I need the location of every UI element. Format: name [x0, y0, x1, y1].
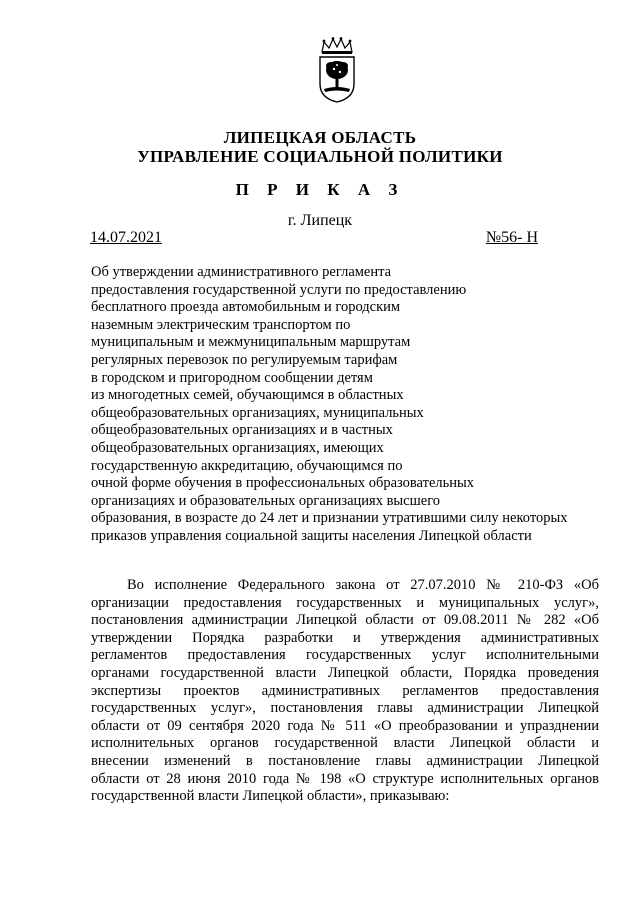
body-line: утверждении Порядка разработки и утверждения административных [91, 629, 599, 646]
subject-line: наземным электрическим транспортом по [91, 316, 351, 333]
subject-line: образования, в возрасте до 24 лет и признании утратившими силу некоторых [91, 510, 568, 527]
body-line: внесении изменений в постановление главы администрации Липецкой [91, 752, 599, 769]
organization-region: ЛИПЕЦКАЯ ОБЛАСТЬ [223, 128, 417, 147]
subject-line: организациях и образовательных организациях высшего [91, 492, 441, 509]
body-line: постановления администрации Липецкой области от 09.08.2011 № 282 «Об [91, 612, 599, 629]
subject-line: государственную аккредитацию, обучающимся по [91, 457, 403, 474]
subject-line: регулярных перевозок по регулируемым тарифам [91, 351, 398, 368]
subject-line: общеобразовательных организациях и в частных [91, 422, 393, 439]
body-line: регламентов предоставления государственных услуг исполнительными [91, 647, 599, 664]
subject-line: в городском и пригородном сообщении детям [91, 369, 373, 386]
body-line: государственной власти Липецкой области», приказываю: [91, 788, 450, 805]
order-preamble [91, 577, 599, 806]
subject-line: приказов управления социальной защиты населения Липецкой области [91, 527, 532, 544]
coat-of-arms-emblem [316, 36, 358, 104]
body-line: организации предоставления государственных и муниципальных услуг», [91, 594, 599, 611]
subject-line: муниципальным и межмуниципальным маршрутам [91, 334, 411, 351]
subject-line: общеобразовательных организациях, муниципальных [91, 404, 424, 421]
subject-line: Об утверждении административного регламента [91, 264, 392, 280]
organization-department: УПРАВЛЕНИЕ СОЦИАЛЬНОЙ ПОЛИТИКИ [137, 147, 503, 166]
body-line: государственных услуг», постановления главы администрации Липецкой [91, 700, 599, 717]
document-number: №56- Н [485, 229, 538, 246]
subject-line: очной форме обучения в профессиональных образовательных [91, 475, 474, 492]
subject-line: предоставления государственной услуги по предоставлению [91, 281, 467, 298]
subject-line: общеобразовательных организациях, имеющих [91, 439, 384, 456]
document-date: 14.07.2021 [90, 229, 162, 246]
document-type-title: П Р И К А З [235, 180, 405, 199]
body-line: области от 28 июня 2010 года № 198 «О структуре исполнительных органов [91, 770, 599, 787]
body-line: органами государственной власти Липецкой области, Порядка проведения [91, 664, 599, 681]
city: г. Липецк [287, 212, 353, 229]
body-line: экспертизы проектов административных регламентов предоставления [91, 682, 599, 699]
subject-line: бесплатного проезда автомобильным и городским [91, 299, 401, 316]
body-line: области от 09 сентября 2020 года № 511 «О преобразовании и упразднении [91, 717, 599, 734]
body-line: исполнительных органов государственной власти Липецкой области и [91, 735, 599, 752]
order-subject [91, 264, 567, 546]
body-line: Во исполнение Федерального закона от 27.07.2010 № 210-ФЗ «Об [127, 577, 599, 593]
subject-line: из многодетных семей, обучающимся в областных [91, 387, 404, 404]
